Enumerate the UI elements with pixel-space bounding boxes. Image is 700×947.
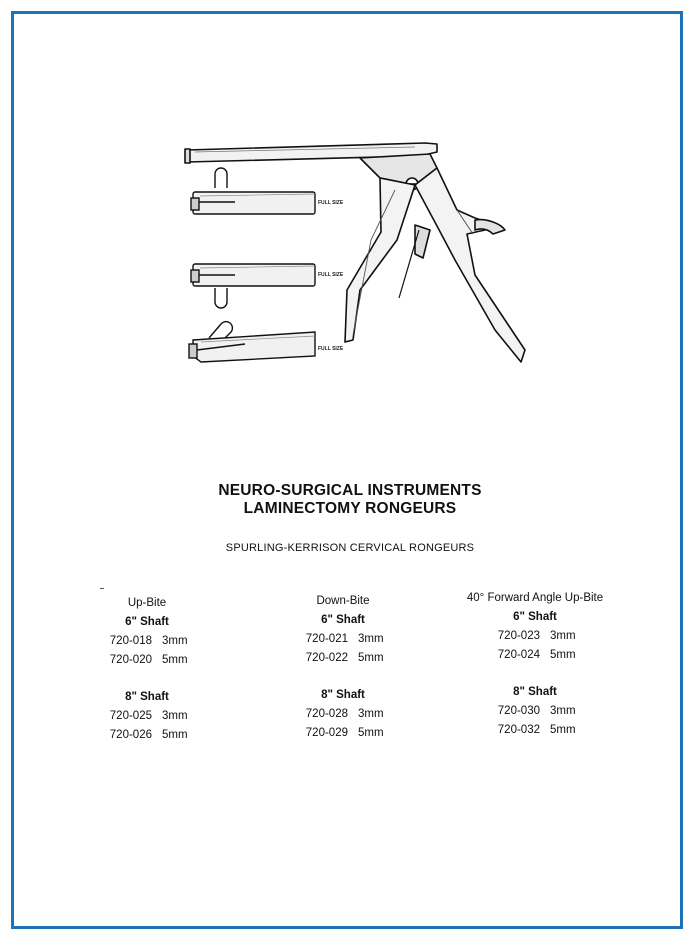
catalog-number: 720-020 xyxy=(109,654,152,666)
down-bite-tip-detail xyxy=(189,322,315,362)
column-heading: 40° Forward Angle Up-Bite xyxy=(466,592,604,604)
catalog-row xyxy=(248,649,438,668)
catalog-row xyxy=(248,724,438,743)
tip-size: 3mm xyxy=(550,630,576,642)
shaft-heading: 6" Shaft xyxy=(513,611,557,623)
down-bite-column xyxy=(248,592,438,743)
catalog-number: 720-028 xyxy=(305,708,348,720)
tip-size: 5mm xyxy=(358,652,384,664)
catalog-number: 720-023 xyxy=(497,630,540,642)
shaft-heading: 8" Shaft xyxy=(321,689,365,701)
catalog-row xyxy=(248,630,438,649)
straight-tip-detail xyxy=(191,264,315,308)
tip-size: 3mm xyxy=(358,633,384,645)
catalog-number: 720-024 xyxy=(497,649,540,661)
tip-label-2: FULL SIZE xyxy=(318,272,344,278)
page-subtitle: SPURLING-KERRISON CERVICAL RONGEURS xyxy=(225,542,475,554)
shaft-heading: 6" Shaft xyxy=(321,614,365,626)
tip-size: 3mm xyxy=(162,635,188,647)
tip-size: 3mm xyxy=(162,710,188,722)
catalog-row xyxy=(52,632,242,651)
catalog-row xyxy=(440,627,630,646)
catalog-number: 720-025 xyxy=(109,710,152,722)
tip-label-3: FULL SIZE xyxy=(318,346,344,352)
column-heading: Up-Bite xyxy=(127,597,167,609)
catalog-number: 720-032 xyxy=(497,724,540,736)
scan-speck xyxy=(100,588,104,589)
catalog-row xyxy=(440,702,630,721)
tip-size: 3mm xyxy=(358,708,384,720)
shaft-heading: 8" Shaft xyxy=(513,686,557,698)
column-heading: Down-Bite xyxy=(316,595,370,607)
page-title-line-2: LAMINECTOMY RONGEURS xyxy=(243,500,457,517)
shaft-heading: 8" Shaft xyxy=(125,691,169,703)
catalog-row xyxy=(248,705,438,724)
catalog-row xyxy=(52,707,242,726)
forward-angle-column xyxy=(440,589,630,740)
catalog-number: 720-029 xyxy=(305,727,348,739)
tip-size: 3mm xyxy=(550,705,576,717)
rongeur-illustration xyxy=(175,130,545,380)
tip-size: 5mm xyxy=(162,654,188,666)
tip-size: 5mm xyxy=(550,724,576,736)
catalog-number: 720-026 xyxy=(109,729,152,741)
catalog-number: 720-030 xyxy=(497,705,540,717)
tip-label-1: FULL SIZE xyxy=(318,200,344,206)
tip-size: 5mm xyxy=(550,649,576,661)
catalog-number: 720-018 xyxy=(109,635,152,647)
catalog-number: 720-022 xyxy=(305,652,348,664)
catalog-number: 720-021 xyxy=(305,633,348,645)
page-title-line-1: NEURO-SURGICAL INSTRUMENTS xyxy=(218,482,482,499)
catalog-row xyxy=(52,726,242,745)
catalog-row xyxy=(440,646,630,665)
catalog-row xyxy=(440,721,630,740)
shaft-heading: 6" Shaft xyxy=(125,616,169,628)
tip-size: 5mm xyxy=(162,729,188,741)
catalog-row xyxy=(52,651,242,670)
tip-size: 5mm xyxy=(358,727,384,739)
up-bite-column xyxy=(52,594,242,745)
up-bite-tip-detail xyxy=(191,168,315,214)
